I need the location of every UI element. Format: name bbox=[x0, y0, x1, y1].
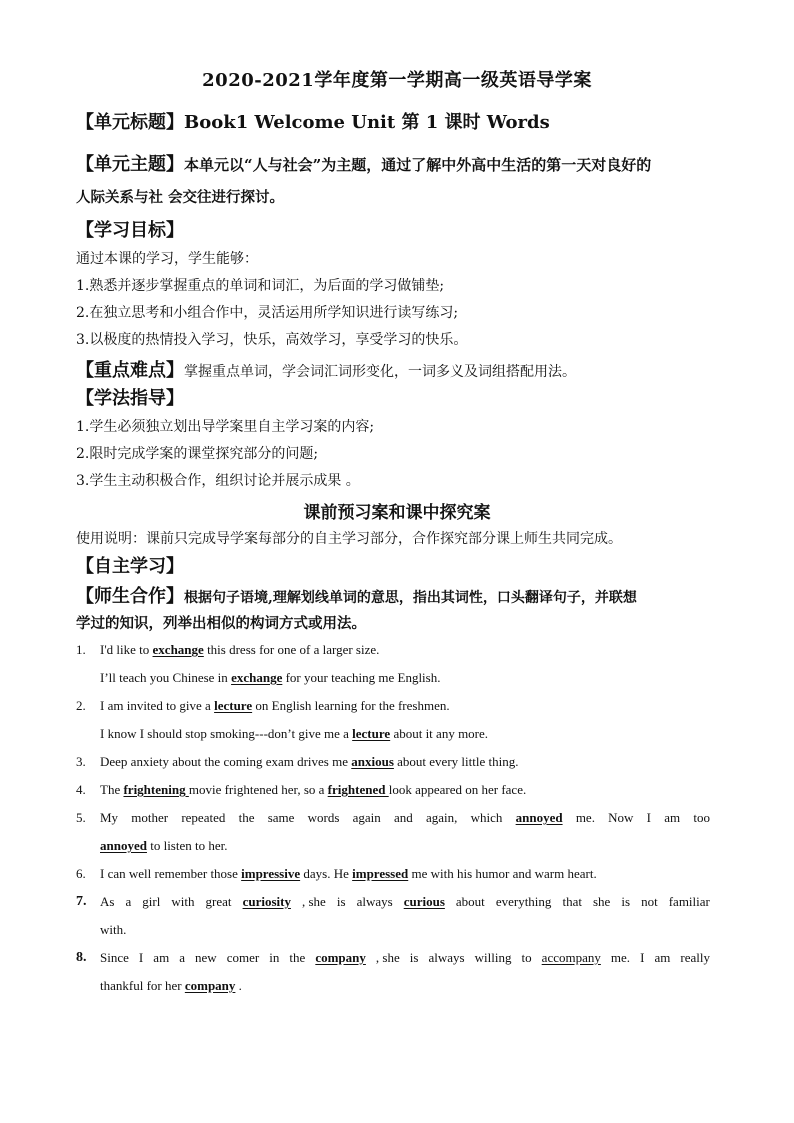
word: everything bbox=[495, 894, 552, 909]
word: and bbox=[394, 810, 413, 825]
word: familiar bbox=[668, 894, 710, 909]
word: in bbox=[269, 950, 280, 965]
objectives-intro: 通过本课的学习，学生能够： bbox=[76, 251, 258, 267]
word: is bbox=[336, 894, 346, 909]
item-number: 1. bbox=[76, 642, 86, 657]
keyword-lecture: lecture bbox=[352, 726, 391, 741]
keyword-curiosity: curiosity bbox=[242, 894, 291, 909]
keyword-impressive: impressive bbox=[241, 866, 301, 881]
word: same bbox=[267, 810, 295, 825]
word: she bbox=[592, 894, 611, 909]
word: girl bbox=[142, 894, 161, 909]
objective-item: 1.熟悉并逐步掌握重点的单词和词汇，为后面的学习做铺垫; bbox=[76, 278, 445, 294]
sentence-text: this dress for one of a larger size. bbox=[203, 642, 380, 657]
unit-title-text: Book1 Welcome Unit 第 1 课时 Words bbox=[184, 112, 550, 133]
sentence-text: about it any more. bbox=[390, 726, 489, 741]
sentence-text: days. He bbox=[300, 866, 353, 881]
unit-theme-text-2: 人际关系与社 会交往进行探讨。 bbox=[76, 189, 285, 206]
word: not bbox=[641, 894, 658, 909]
word: great bbox=[205, 894, 232, 909]
word: a bbox=[179, 950, 185, 965]
sentence-text: with. bbox=[100, 922, 127, 937]
coop-row bbox=[76, 582, 726, 608]
word: am bbox=[664, 810, 681, 825]
item-number: 5. bbox=[76, 810, 86, 825]
keyword-annoyed: annoyed bbox=[100, 838, 147, 853]
keyword-frightening: frightening bbox=[123, 782, 189, 797]
method-label: 【学法指导】 bbox=[76, 388, 184, 409]
keyword-annoyed: annoyed bbox=[515, 810, 563, 825]
item-number: 8. bbox=[76, 950, 87, 965]
word: new bbox=[195, 950, 217, 965]
keyword-company: company bbox=[315, 950, 366, 965]
word: am bbox=[153, 950, 170, 965]
word: comer bbox=[226, 950, 260, 965]
objective-item: 2.在独立思考和小组合作中，灵活运用所学知识进行读写练习; bbox=[76, 305, 459, 321]
item-number: 3. bbox=[76, 754, 86, 769]
sentence-text: for your teaching me English. bbox=[282, 670, 441, 685]
word: too bbox=[693, 810, 710, 825]
key-points-label: 【重点难点】 bbox=[76, 360, 184, 381]
item-number: 4. bbox=[76, 782, 86, 797]
word: , she bbox=[301, 894, 326, 909]
word: always bbox=[356, 894, 393, 909]
usage-note: 使用说明：课前只完成导学案每部分的自主学习部分，合作探究部分课上师生共同完成。 bbox=[76, 531, 622, 547]
key-points-row bbox=[76, 356, 726, 382]
word: to bbox=[521, 950, 532, 965]
sentence-text: about every little thing. bbox=[393, 754, 519, 769]
word: As bbox=[100, 894, 115, 909]
sentence-text: . bbox=[235, 978, 242, 993]
coop-text-1: 根据句子语境,理解划线单词的意思，指出其词性，口头翻译句子，并联想 bbox=[184, 590, 637, 606]
keyword-impressed: impressed bbox=[352, 866, 409, 881]
sentence-text: Deep anxiety about the coming exam drives me bbox=[100, 754, 352, 769]
word: willing bbox=[474, 950, 512, 965]
word: me. bbox=[575, 810, 595, 825]
sentence-text: I am invited to give a bbox=[100, 698, 215, 713]
word: , she bbox=[375, 950, 400, 965]
word: which bbox=[470, 810, 503, 825]
word: that bbox=[562, 894, 582, 909]
section-title: 课前预习案和课中探究案 bbox=[303, 503, 491, 523]
keyword-company: company bbox=[184, 978, 236, 993]
keyword-frightened: frightened bbox=[327, 782, 389, 797]
word: Now bbox=[608, 810, 634, 825]
unit-title-row bbox=[76, 108, 726, 134]
coop-label: 【师生合作】 bbox=[76, 586, 184, 607]
keyword-exchange: exchange bbox=[231, 670, 283, 685]
sentence-text: thankful for her bbox=[100, 978, 185, 993]
word: about bbox=[455, 894, 485, 909]
keyword-exchange: exchange bbox=[152, 642, 204, 657]
word: words bbox=[307, 810, 340, 825]
word: with bbox=[171, 894, 195, 909]
item-number: 7. bbox=[76, 894, 87, 909]
method-item: 1.学生必须独立划出导学案里自主学习案的内容; bbox=[76, 419, 375, 435]
page-title: 2020-2021学年度第一学期高一级英语导学案 bbox=[202, 70, 592, 91]
sentence-text: me with his humor and warm heart. bbox=[408, 866, 597, 881]
sentence-text: I'd like to bbox=[100, 642, 153, 657]
sentence-text: on English learning for the freshmen. bbox=[252, 698, 450, 713]
word: I bbox=[640, 950, 645, 965]
word: always bbox=[428, 950, 465, 965]
keyword-anxious: anxious bbox=[351, 754, 394, 769]
word: I bbox=[138, 950, 144, 965]
sentence-text: look appeared on her face. bbox=[388, 782, 527, 797]
word: My bbox=[100, 810, 119, 825]
word: really bbox=[680, 950, 710, 965]
sentence-text: to listen to her. bbox=[146, 838, 228, 853]
keyword-curious: curious bbox=[403, 894, 445, 909]
unit-title-label: 【单元标题】 bbox=[76, 112, 184, 133]
word: repeated bbox=[181, 810, 226, 825]
objective-item: 3.以极度的热情投入学习，快乐，高效学习，享受学习的快乐。 bbox=[76, 332, 468, 348]
word: is bbox=[409, 950, 419, 965]
word: is bbox=[621, 894, 631, 909]
word: again bbox=[352, 810, 381, 825]
word: mother bbox=[131, 810, 169, 825]
sentence-text: I can well remember those bbox=[100, 866, 242, 881]
word: a bbox=[125, 894, 132, 909]
coop-text-2: 学过的知识，列举出相似的构词方式或用法。 bbox=[76, 615, 366, 632]
unit-theme-text-1: 本单元以“人与社会”为主题，通过了解中外高中生活的第一天对良好的 bbox=[184, 156, 652, 174]
keyword-lecture: lecture bbox=[214, 698, 253, 713]
key-points-text: 掌握重点单词，学会词汇词形变化，一词多义及词组搭配用法。 bbox=[184, 364, 576, 380]
keyword-accompany: accompany bbox=[541, 950, 601, 965]
objectives-label: 【学习目标】 bbox=[76, 220, 184, 241]
item-number: 6. bbox=[76, 866, 86, 881]
sentence-text: I’ll teach you Chinese in bbox=[100, 670, 232, 685]
method-item: 3.学生主动积极合作，组织讨论并展示成果 。 bbox=[76, 473, 360, 489]
word: I bbox=[646, 810, 652, 825]
self-study-label: 【自主学习】 bbox=[76, 556, 184, 577]
item-number: 2. bbox=[76, 698, 86, 713]
word: the bbox=[238, 810, 255, 825]
sentence-text: movie frightened her, so a bbox=[188, 782, 328, 797]
word: am bbox=[654, 950, 671, 965]
word: Since bbox=[100, 950, 129, 965]
sentence-text: I know I should stop smoking---don’t give me a bbox=[100, 726, 353, 741]
unit-theme-label: 【单元主题】 bbox=[76, 154, 184, 175]
word: again, bbox=[426, 810, 458, 825]
word: the bbox=[289, 950, 306, 965]
word: me. bbox=[610, 950, 631, 965]
unit-theme-row bbox=[76, 150, 726, 176]
sentence-text: The bbox=[100, 782, 124, 797]
method-item: 2.限时完成学案的课堂探究部分的问题; bbox=[76, 446, 319, 462]
